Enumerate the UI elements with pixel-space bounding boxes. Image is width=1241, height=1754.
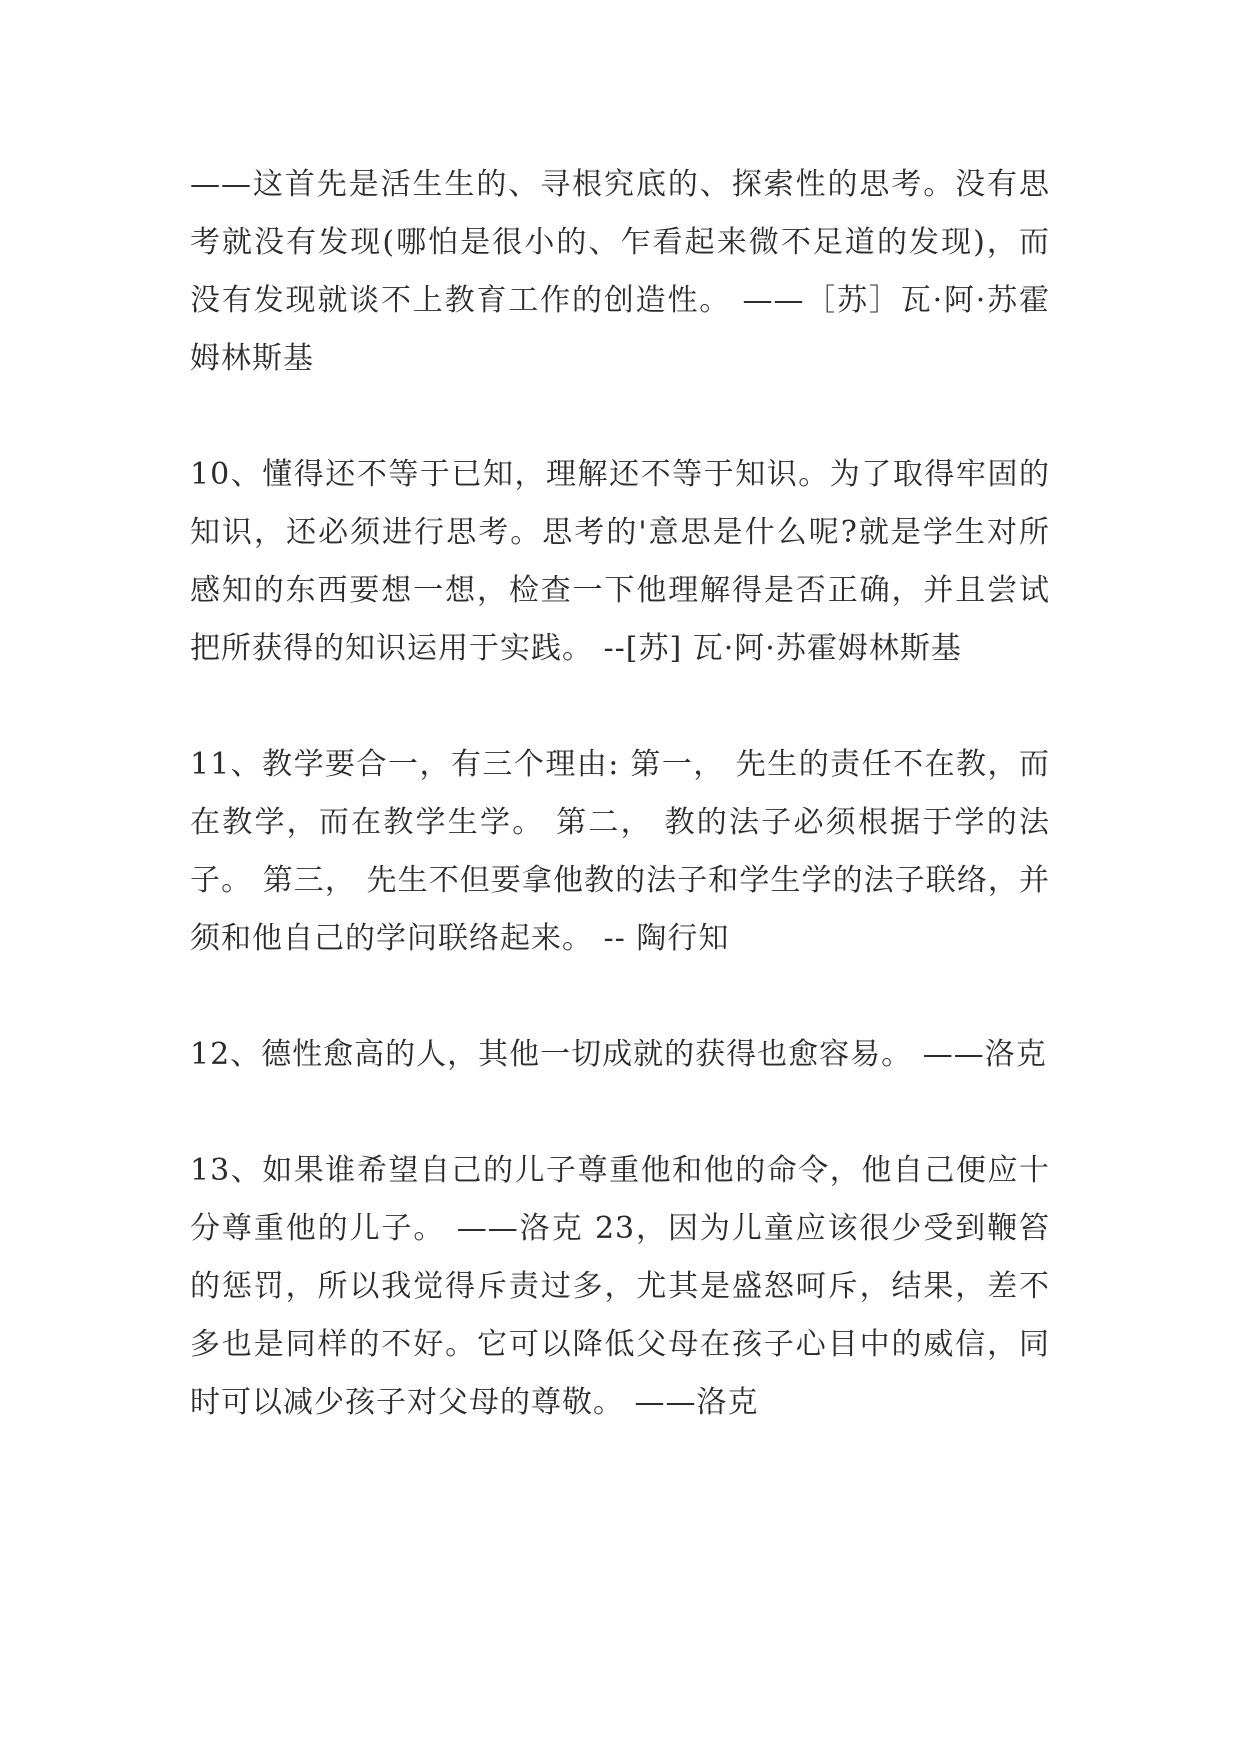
document-body — [190, 156, 1050, 1490]
quote-paragraph-11: 11、教学要合一，有三个理由: 第一， 先生的责任不在教，而在教学，而在教学生学。 第二， 教的法子必须根据于学的法子。 第三， 先生不但要拿他教的法子和学生学的法子联络，并须和他自己的学问联络起来。 -- 陶行知 — [190, 747, 1050, 956]
quote-paragraph-10: 10、懂得还不等于已知，理解还不等于知识。为了取得牢固的知识，还必须进行思考。思考的'意思是什么呢?就是学生对所感知的东西要想一想，检查一下他理解得是否正确，并且尝试把所获得的知识运用于实践。 --[苏] 瓦·阿·苏霍姆林斯基 — [190, 457, 1050, 666]
quote-paragraph-13: 13、如果谁希望自己的儿子尊重他和他的命令，他自己便应十分尊重他的儿子。 ——洛克 23，因为儿童应该很少受到鞭笞的惩罚，所以我觉得斥责过多，尤其是盛怒呵斥，结果，差不多也是同样的不好。它可以降低父母在孩子心目中的威信，同时可以减少孩子对父母的尊敬。 ——洛克 — [190, 1153, 1050, 1420]
quote-paragraph-continuation: ——这首先是活生生的、寻根究底的、探索性的思考。没有思考就没有发现(哪怕是很小的、乍看起来微不足道的发现)，而没有发现就谈不上教育工作的创造性。 ——［苏］瓦·阿·苏霍姆林斯基 — [190, 167, 1050, 376]
quote-paragraph-12: 12、德性愈高的人，其他一切成就的获得也愈容易。 ——洛克 — [190, 1037, 1047, 1072]
